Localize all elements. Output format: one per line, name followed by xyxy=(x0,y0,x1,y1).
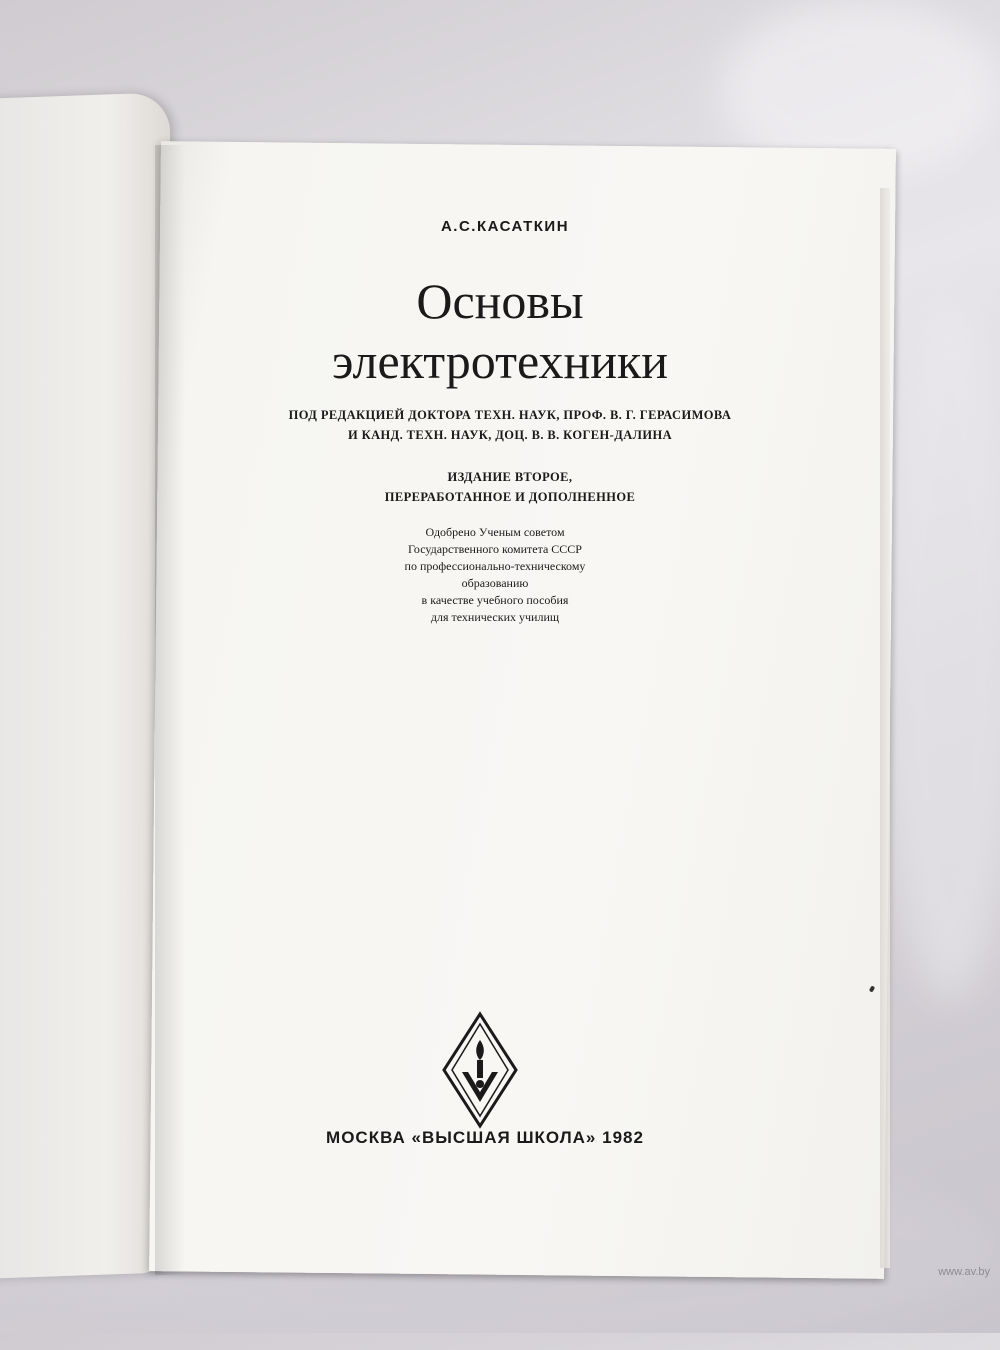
approval-line: Государственного комитета СССР xyxy=(408,542,582,556)
approval-line: по профессионально-техническому xyxy=(404,559,586,573)
approval-line: в качестве учебного пособия xyxy=(421,593,569,607)
gutter-shadow xyxy=(155,145,185,1275)
approval-line: Одобрено Ученым советом xyxy=(425,525,565,539)
editors-line-2: И КАНД. ТЕХН. НАУК, ДОЦ. В. В. КОГЕН-ДАЛИНА xyxy=(347,428,673,442)
fabric-fold xyxy=(880,300,1000,1000)
edition-line-2: ПЕРЕРАБОТАННОЕ И ДОПОЛНЕННОЕ xyxy=(384,490,636,504)
approval-line: образованию xyxy=(461,576,529,590)
edition-line-1: ИЗДАНИЕ ВТОРОЕ, xyxy=(447,470,573,484)
editors-line-1: ПОД РЕДАКЦИЕЙ ДОКТОРА ТЕХН. НАУК, ПРОФ. В. Г. ГЕРАСИМОВА xyxy=(288,408,732,422)
book-title-line-2: электротехники xyxy=(331,333,669,389)
left-page xyxy=(0,92,170,1279)
publisher-emblem-icon xyxy=(440,1010,520,1130)
publisher-line: МОСКВА «ВЫСШАЯ ШКОЛА» 1982 xyxy=(326,1128,644,1147)
book-title-line-1: Основы xyxy=(416,273,584,329)
page-edge xyxy=(880,188,890,1268)
approval-line: для технических училищ xyxy=(430,610,560,624)
watermark: www.av.by xyxy=(938,1266,990,1278)
author-name: А.С.КАСАТКИН xyxy=(440,218,570,235)
